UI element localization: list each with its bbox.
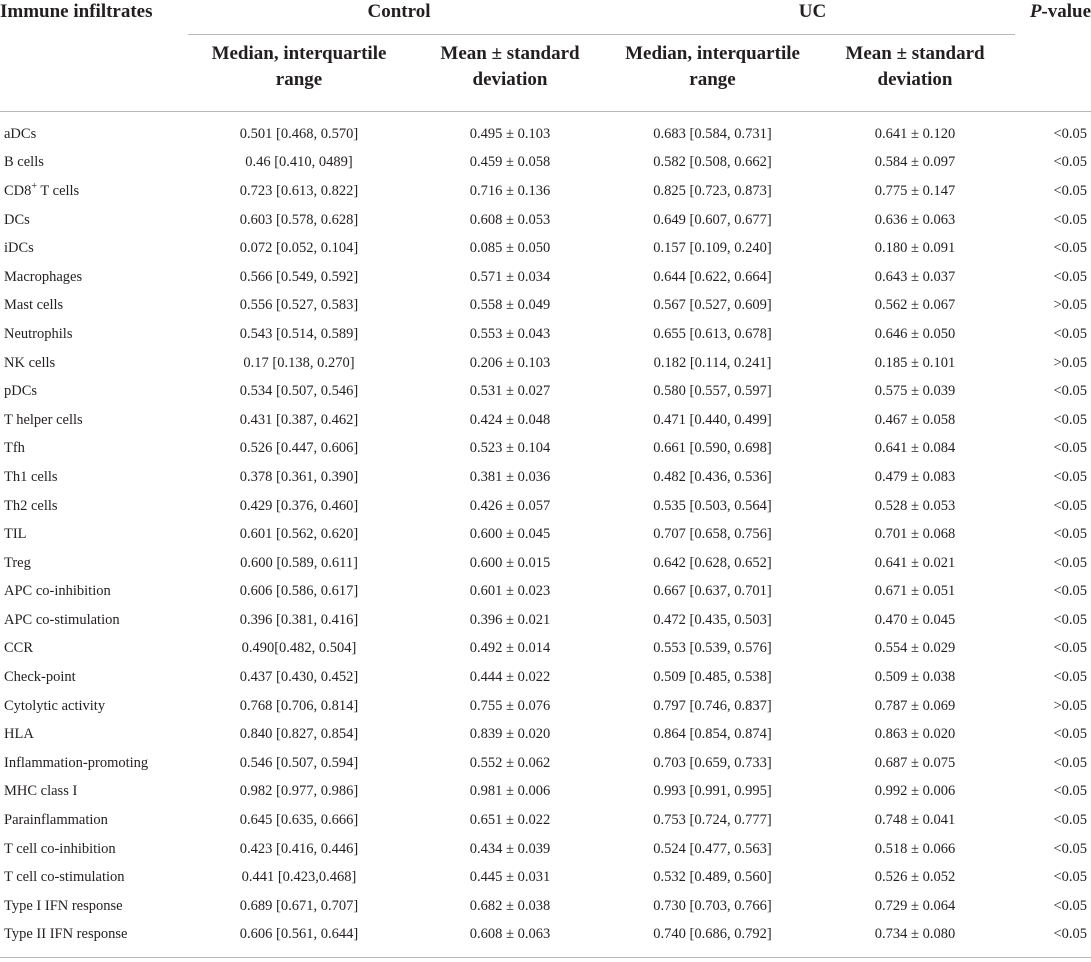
table-row [0, 520, 1091, 549]
cell-uc-median: 0.661 [0.590, 0.698] [653, 440, 772, 457]
table-row [0, 492, 1091, 521]
row-immune-infiltrate: Macrophages [4, 268, 83, 285]
table-row [0, 435, 1091, 464]
row-immune-infiltrate: iDCs [4, 240, 34, 257]
cell-control-mean: 0.716 ± 0.136 [469, 182, 551, 199]
cell-p-value: <0.05 [1053, 812, 1088, 829]
cell-control-mean: 0.981 ± 0.006 [469, 783, 551, 800]
header-uc-median: Median, interquartile range [610, 35, 815, 112]
cell-uc-median: 0.471 [0.440, 0.499] [653, 411, 772, 428]
cell-p-value: <0.05 [1053, 411, 1088, 428]
cell-control-mean: 0.600 ± 0.045 [469, 526, 551, 543]
header-control-mean: Mean ± standard deviation [410, 35, 610, 112]
cell-uc-mean: 0.518 ± 0.066 [874, 840, 956, 857]
row-immune-infiltrate: aDCs [4, 125, 37, 142]
cell-uc-mean: 0.748 ± 0.041 [874, 812, 956, 829]
cell-p-value: <0.05 [1053, 897, 1088, 914]
cell-control-mean: 0.839 ± 0.020 [469, 726, 551, 743]
table-body [0, 120, 1091, 949]
row-immune-infiltrate: Inflammation-promoting [4, 754, 149, 771]
cell-uc-median: 0.993 [0.991, 0.995] [653, 783, 772, 800]
cell-control-median: 0.526 [0.447, 0.606] [239, 440, 359, 457]
cell-uc-mean: 0.554 ± 0.029 [874, 640, 956, 657]
table-row [0, 606, 1091, 635]
cell-uc-mean: 0.729 ± 0.064 [874, 897, 956, 914]
row-immune-infiltrate: Th2 cells [4, 497, 58, 514]
row-immune-infiltrate: Th1 cells [4, 468, 58, 485]
row-immune-infiltrate: Mast cells [4, 297, 64, 314]
header-uc-mean: Mean ± standard deviation [815, 35, 1015, 112]
cell-control-median: 0.378 [0.361, 0.390] [239, 468, 359, 485]
table-row [0, 806, 1091, 835]
cell-uc-mean: 0.584 ± 0.097 [874, 154, 956, 171]
cell-control-median: 0.546 [0.507, 0.594] [239, 754, 359, 771]
cell-uc-mean: 0.180 ± 0.091 [874, 240, 956, 257]
cell-control-mean: 0.755 ± 0.076 [469, 697, 551, 714]
cell-control-mean: 0.600 ± 0.015 [469, 554, 551, 571]
cell-control-median: 0.606 [0.561, 0.644] [239, 926, 359, 943]
cell-control-mean: 0.495 ± 0.103 [469, 125, 551, 142]
header-group-uc: UC [610, 0, 1015, 35]
table-row [0, 863, 1091, 892]
cell-control-median: 0.534 [0.507, 0.546] [239, 383, 359, 400]
cell-control-median: 0.689 [0.671, 0.707] [239, 897, 359, 914]
cell-control-median: 0.982 [0.977, 0.986] [239, 783, 359, 800]
cell-p-value: >0.05 [1053, 354, 1088, 371]
cell-control-median: 0.768 [0.706, 0.814] [239, 697, 359, 714]
cell-p-value: <0.05 [1053, 325, 1088, 342]
cell-control-median: 0.423 [0.416, 0.446] [239, 840, 359, 857]
cell-control-mean: 0.523 ± 0.104 [469, 440, 551, 457]
cell-uc-mean: 0.575 ± 0.039 [874, 383, 956, 400]
row-immune-infiltrate: DCs [4, 211, 30, 228]
cell-control-median: 0.441 [0.423,0.468] [241, 869, 357, 886]
table-row [0, 778, 1091, 807]
cell-uc-mean: 0.470 ± 0.045 [874, 611, 956, 628]
cell-control-mean: 0.085 ± 0.050 [469, 240, 551, 257]
cell-control-mean: 0.608 ± 0.063 [469, 926, 551, 943]
cell-uc-mean: 0.641 ± 0.084 [874, 440, 956, 457]
cell-uc-mean: 0.646 ± 0.050 [874, 325, 956, 342]
cell-control-mean: 0.492 ± 0.014 [469, 640, 551, 657]
cell-p-value: <0.05 [1053, 440, 1088, 457]
row-immune-infiltrate: Tfh [4, 440, 25, 457]
cell-control-mean: 0.426 ± 0.057 [469, 497, 551, 514]
cell-p-value: <0.05 [1053, 268, 1088, 285]
cell-control-median: 0.603 [0.578, 0.628] [239, 211, 359, 228]
cell-control-median: 0.601 [0.562, 0.620] [239, 526, 359, 543]
cell-uc-median: 0.707 [0.658, 0.756] [653, 526, 772, 543]
cell-uc-median: 0.509 [0.485, 0.538] [653, 669, 772, 686]
row-immune-infiltrate: APC co-stimulation [4, 611, 120, 628]
cell-control-mean: 0.651 ± 0.022 [469, 812, 551, 829]
row-immune-infiltrate: Cytolytic activity [4, 697, 106, 714]
cell-uc-mean: 0.636 ± 0.063 [874, 211, 956, 228]
cell-p-value: <0.05 [1053, 154, 1088, 171]
cell-control-mean: 0.552 ± 0.062 [469, 754, 551, 771]
cell-p-value: <0.05 [1053, 869, 1088, 886]
cell-uc-median: 0.864 [0.854, 0.874] [653, 726, 772, 743]
cell-p-value: <0.05 [1053, 783, 1088, 800]
cell-control-mean: 0.531 ± 0.027 [469, 383, 551, 400]
cell-uc-median: 0.535 [0.503, 0.564] [653, 497, 772, 514]
cell-p-value: <0.05 [1053, 583, 1088, 600]
cell-control-mean: 0.444 ± 0.022 [469, 669, 551, 686]
cell-p-value: <0.05 [1053, 497, 1088, 514]
cell-p-value: <0.05 [1053, 125, 1088, 142]
cell-control-median: 0.17 [0.138, 0.270] [243, 354, 355, 371]
cell-p-value: <0.05 [1053, 640, 1088, 657]
table-row [0, 463, 1091, 492]
cell-uc-mean: 0.992 ± 0.006 [874, 783, 956, 800]
row-immune-infiltrate: HLA [4, 726, 34, 743]
cell-uc-median: 0.740 [0.686, 0.792] [653, 926, 772, 943]
cell-uc-mean: 0.701 ± 0.068 [874, 526, 956, 543]
cell-p-value: <0.05 [1053, 526, 1088, 543]
cell-control-mean: 0.206 ± 0.103 [469, 354, 551, 371]
table-row [0, 292, 1091, 321]
cell-p-value: <0.05 [1053, 182, 1088, 199]
cell-control-mean: 0.445 ± 0.031 [469, 869, 551, 886]
table-row [0, 635, 1091, 664]
table-row [0, 692, 1091, 721]
cell-uc-mean: 0.467 ± 0.058 [874, 411, 956, 428]
table-row [0, 921, 1091, 950]
table-row [0, 406, 1091, 435]
cell-uc-mean: 0.787 ± 0.069 [874, 697, 956, 714]
cell-control-mean: 0.601 ± 0.023 [469, 583, 551, 600]
table-row [0, 349, 1091, 378]
header-p-value [1015, 0, 1091, 112]
row-immune-infiltrate: T helper cells [4, 411, 83, 428]
row-name-rest: T cells [37, 182, 80, 199]
cell-control-mean: 0.396 ± 0.021 [469, 611, 551, 628]
cell-uc-median: 0.667 [0.637, 0.701] [653, 583, 772, 600]
cell-control-median: 0.072 [0.052, 0.104] [239, 240, 359, 257]
cell-control-median: 0.840 [0.827, 0.854] [239, 726, 359, 743]
table-row [0, 549, 1091, 578]
cell-p-value: <0.05 [1053, 554, 1088, 571]
cell-p-value: <0.05 [1053, 240, 1088, 257]
cell-uc-mean: 0.863 ± 0.020 [874, 726, 956, 743]
cell-uc-median: 0.644 [0.622, 0.664] [653, 268, 772, 285]
cell-uc-median: 0.582 [0.508, 0.662] [653, 154, 772, 171]
table-row [0, 120, 1091, 149]
header-group-control: Control [188, 0, 610, 35]
cell-uc-median: 0.655 [0.613, 0.678] [653, 325, 772, 342]
cell-control-mean: 0.434 ± 0.039 [469, 840, 551, 857]
cell-control-median: 0.437 [0.430, 0.452] [239, 669, 359, 686]
cell-uc-mean: 0.185 ± 0.101 [874, 354, 956, 371]
cell-uc-mean: 0.509 ± 0.038 [874, 669, 956, 686]
cell-p-value: <0.05 [1053, 383, 1088, 400]
row-immune-infiltrate [0, 177, 188, 206]
cell-uc-median: 0.753 [0.724, 0.777] [653, 812, 772, 829]
cell-control-median: 0.543 [0.514, 0.589] [239, 325, 359, 342]
header-p-italic: P [1029, 1, 1042, 22]
cell-uc-median: 0.797 [0.746, 0.837] [653, 697, 772, 714]
header-immune-infiltrates: Immune infiltrates [0, 0, 188, 112]
table-header [0, 0, 1091, 112]
cell-uc-mean: 0.528 ± 0.053 [874, 497, 956, 514]
row-immune-infiltrate: TIL [4, 526, 27, 543]
cell-p-value: >0.05 [1053, 697, 1088, 714]
table-row [0, 578, 1091, 607]
cell-uc-mean: 0.734 ± 0.080 [874, 926, 956, 943]
cell-control-mean: 0.558 ± 0.049 [469, 297, 551, 314]
cell-uc-mean: 0.562 ± 0.067 [874, 297, 956, 314]
cell-control-mean: 0.459 ± 0.058 [469, 154, 551, 171]
cell-control-median: 0.600 [0.589, 0.611] [240, 554, 358, 571]
cell-control-mean: 0.571 ± 0.034 [469, 268, 551, 285]
cell-uc-mean: 0.641 ± 0.120 [874, 125, 956, 142]
cell-p-value: <0.05 [1053, 754, 1088, 771]
cell-control-median: 0.556 [0.527, 0.583] [239, 297, 359, 314]
cell-control-median: 0.501 [0.468, 0.570] [239, 125, 359, 142]
table-row [0, 663, 1091, 692]
row-immune-infiltrate: B cells [4, 154, 44, 171]
cell-p-value: <0.05 [1053, 926, 1088, 943]
header-control-median: Median, interquartile range [188, 35, 410, 112]
cell-uc-median: 0.524 [0.477, 0.563] [653, 840, 772, 857]
cell-control-mean: 0.682 ± 0.038 [469, 897, 551, 914]
table-row [0, 377, 1091, 406]
cell-p-value: <0.05 [1053, 211, 1088, 228]
table-row [0, 234, 1091, 263]
cell-uc-mean: 0.526 ± 0.052 [874, 869, 956, 886]
cell-uc-median: 0.482 [0.436, 0.536] [653, 468, 772, 485]
cell-control-median: 0.490[0.482, 0.504] [241, 640, 357, 657]
cell-uc-median: 0.157 [0.109, 0.240] [653, 240, 772, 257]
row-immune-infiltrate: pDCs [4, 383, 38, 400]
table-row [0, 892, 1091, 921]
table-row [0, 263, 1091, 292]
cell-uc-median: 0.580 [0.557, 0.597] [653, 383, 772, 400]
cell-uc-median: 0.730 [0.703, 0.766] [653, 897, 772, 914]
cell-uc-median: 0.567 [0.527, 0.609] [653, 297, 772, 314]
cell-control-median: 0.431 [0.387, 0.462] [239, 411, 359, 428]
cell-control-median: 0.396 [0.381, 0.416] [239, 611, 359, 628]
row-immune-infiltrate: MHC class I [4, 783, 78, 800]
row-immune-infiltrate: Type I IFN response [4, 897, 123, 914]
table-row [0, 749, 1091, 778]
cell-uc-median: 0.472 [0.435, 0.503] [653, 611, 772, 628]
cell-uc-median: 0.825 [0.723, 0.873] [653, 182, 772, 199]
cell-uc-median: 0.182 [0.114, 0.241] [653, 354, 772, 371]
cell-control-median: 0.429 [0.376, 0.460] [239, 497, 359, 514]
cell-control-mean: 0.424 ± 0.048 [469, 411, 551, 428]
cell-uc-mean: 0.671 ± 0.051 [874, 583, 956, 600]
row-immune-infiltrate: APC co-inhibition [4, 583, 111, 600]
row-immune-infiltrate: T cell co-inhibition [4, 840, 116, 857]
table-row [0, 835, 1091, 864]
row-name-base: CD8 [4, 182, 32, 199]
row-immune-infiltrate: Neutrophils [4, 325, 73, 342]
row-immune-infiltrate: CCR [4, 640, 34, 657]
cell-p-value: <0.05 [1053, 669, 1088, 686]
table-row [0, 320, 1091, 349]
cell-control-mean: 0.381 ± 0.036 [469, 468, 551, 485]
cell-uc-mean: 0.479 ± 0.083 [874, 468, 956, 485]
cell-control-median: 0.566 [0.549, 0.592] [239, 268, 359, 285]
cell-p-value: <0.05 [1053, 726, 1088, 743]
row-immune-infiltrate: Type II IFN response [4, 926, 128, 943]
row-immune-infiltrate: Parainflammation [4, 812, 108, 829]
row-name-superscript: + [31, 181, 38, 193]
header-p-rest: -value [1041, 1, 1091, 22]
cell-uc-mean: 0.775 ± 0.147 [874, 182, 956, 199]
cell-uc-mean: 0.641 ± 0.021 [874, 554, 956, 571]
cell-uc-median: 0.649 [0.607, 0.677] [653, 211, 772, 228]
cell-control-median: 0.606 [0.586, 0.617] [239, 583, 359, 600]
cell-control-median: 0.46 [0.410, 0489] [245, 154, 353, 171]
table-bottom-rule [0, 957, 1091, 958]
cell-uc-median: 0.532 [0.489, 0.560] [653, 869, 772, 886]
cell-p-value: <0.05 [1053, 468, 1088, 485]
row-immune-infiltrate: Treg [4, 554, 31, 571]
cell-p-value: <0.05 [1053, 611, 1088, 628]
cell-uc-mean: 0.643 ± 0.037 [874, 268, 956, 285]
cell-p-value: >0.05 [1053, 297, 1088, 314]
table-row [0, 177, 1091, 206]
row-immune-infiltrate: NK cells [4, 354, 56, 371]
cell-uc-median: 0.553 [0.539, 0.576] [653, 640, 772, 657]
cell-uc-mean: 0.687 ± 0.075 [874, 754, 956, 771]
cell-uc-median: 0.642 [0.628, 0.652] [653, 554, 772, 571]
row-immune-infiltrate: T cell co-stimulation [4, 869, 125, 886]
cell-control-median: 0.645 [0.635, 0.666] [239, 812, 359, 829]
cell-p-value: <0.05 [1053, 840, 1088, 857]
row-immune-infiltrate: Check-point [4, 669, 76, 686]
cell-control-mean: 0.553 ± 0.043 [469, 325, 551, 342]
cell-uc-median: 0.703 [0.659, 0.733] [653, 754, 772, 771]
cell-control-median: 0.723 [0.613, 0.822] [239, 182, 359, 199]
cell-control-mean: 0.608 ± 0.053 [469, 211, 551, 228]
table-row [0, 206, 1091, 235]
table-row [0, 720, 1091, 749]
cell-uc-median: 0.683 [0.584, 0.731] [653, 125, 772, 142]
table-row [0, 149, 1091, 178]
